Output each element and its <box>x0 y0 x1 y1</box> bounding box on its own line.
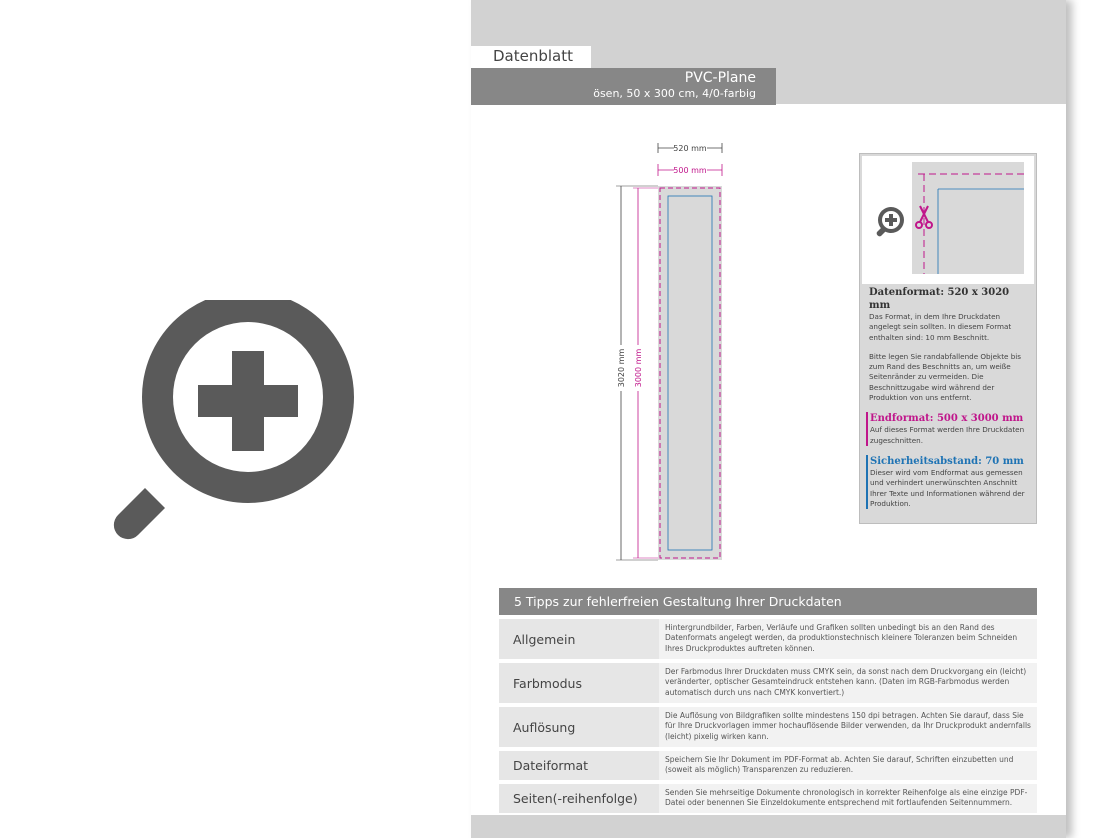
tip-text: Senden Sie mehrseitige Dokumente chronologisch in korrekter Reihenfolge als eine einzige PDF-Datei oder benennen Sie Einzeldokumente entsprechend mit fortlaufenden Seitennummern. <box>665 788 1028 808</box>
corner-detail-thumbnail <box>862 156 1034 284</box>
product-title-bar <box>471 68 776 105</box>
product-subtitle: ösen, 50 x 300 cm, 4/0-farbig <box>593 87 756 100</box>
final-height-label: 3000 mm <box>634 348 643 388</box>
footer-band <box>471 815 1066 838</box>
tip-text: Speichern Sie Ihr Dokument im PDF-Format ab. Achten Sie darauf, Schriften einzubetten und (soweit als möglich) Transparenzen zu reduzieren. <box>665 755 1014 775</box>
tip-row-aufloesung <box>499 707 1037 747</box>
small-zoom-in-icon[interactable] <box>877 207 904 236</box>
safety-heading: Sicherheitsabstand: 70 mm <box>870 455 1024 467</box>
tips-heading: 5 Tipps zur fehlerfreien Gestaltung Ihrer Druckdaten <box>499 588 1037 615</box>
tip-row-allgemein <box>499 619 1037 659</box>
format-info-text <box>869 286 1031 518</box>
tip-text: Hintergrundbilder, Farben, Verläufe und Grafiken sollten unbedingt bis an den Rand des Datenformats angelegt werden, da produktionstechnisch kleinere Toleranzen beim Schneiden Ihres Druckproduktes auftreten können. <box>665 623 1018 653</box>
final-width-label: 500 mm <box>673 166 707 175</box>
data-format-text: Das Format, in dem Ihre Druckdaten angelegt sein sollten. In diesem Format enthalten sind: 10 mm Beschnitt. <box>869 312 1012 342</box>
tip-label: Allgemein <box>499 619 659 659</box>
tip-text: Die Auflösung von Bildgrafiken sollte mindestens 150 dpi betragen. Achten Sie darauf, dass Sie für Ihre Druckvorlagen immer hochauflösende Bilder verwenden, da Ihr Druckprodukt andernfalls (leicht) pixelig wirken kann. <box>665 711 1031 741</box>
tip-label: Farbmodus <box>499 663 659 703</box>
safety-block <box>866 455 1031 509</box>
final-format-heading: Endformat: 500 x 3000 mm <box>870 413 1024 425</box>
bleed-text: Bitte legen Sie randabfallende Objekte bis zum Rand des Beschnitts an, um weiße Seitenränder zu vermeiden. Die Beschnittzugabe wird während der Produktion von uns entfernt. <box>869 351 1022 403</box>
datasheet-page <box>471 0 1066 838</box>
tip-label: Seiten(-reihenfolge) <box>499 784 659 813</box>
final-format-text: Auf dieses Format werden Ihre Druckdaten zugeschnitten. <box>870 425 1025 445</box>
zoom-in-icon[interactable] <box>100 300 360 560</box>
data-height-label: 3020 mm <box>617 348 626 388</box>
safety-text: Dieser wird vom Endformat aus gemessen und verhindert unerwünschten Anschnitt Ihrer Texte und Informationen während der Produktion. <box>870 467 1025 508</box>
data-width-label: 520 mm <box>673 144 707 153</box>
tip-label: Auflösung <box>499 707 659 747</box>
tip-label: Dateiformat <box>499 751 659 780</box>
format-info-box <box>859 153 1037 524</box>
datasheet-tab: Datenblatt <box>471 46 591 68</box>
data-format-area <box>658 186 722 560</box>
product-title: PVC-Plane <box>684 70 756 86</box>
data-format-heading: Datenformat: 520 x 3020 mm <box>869 287 1010 311</box>
final-format-block <box>866 412 1031 446</box>
tip-row-dateiformat <box>499 751 1037 780</box>
tips-table <box>499 619 1037 817</box>
tip-text: Der Farbmodus Ihrer Druckdaten muss CMYK sein, da sonst nach dem Druckvorgang ein (leicht) veränderter, optischer Gesamteindruck entstehen kann. (Daten im RGB-Farbmodus werden automatisch durch uns nach CMYK konvertiert.) <box>665 667 1027 697</box>
tip-row-seiten <box>499 784 1037 813</box>
tip-row-farbmodus <box>499 663 1037 703</box>
